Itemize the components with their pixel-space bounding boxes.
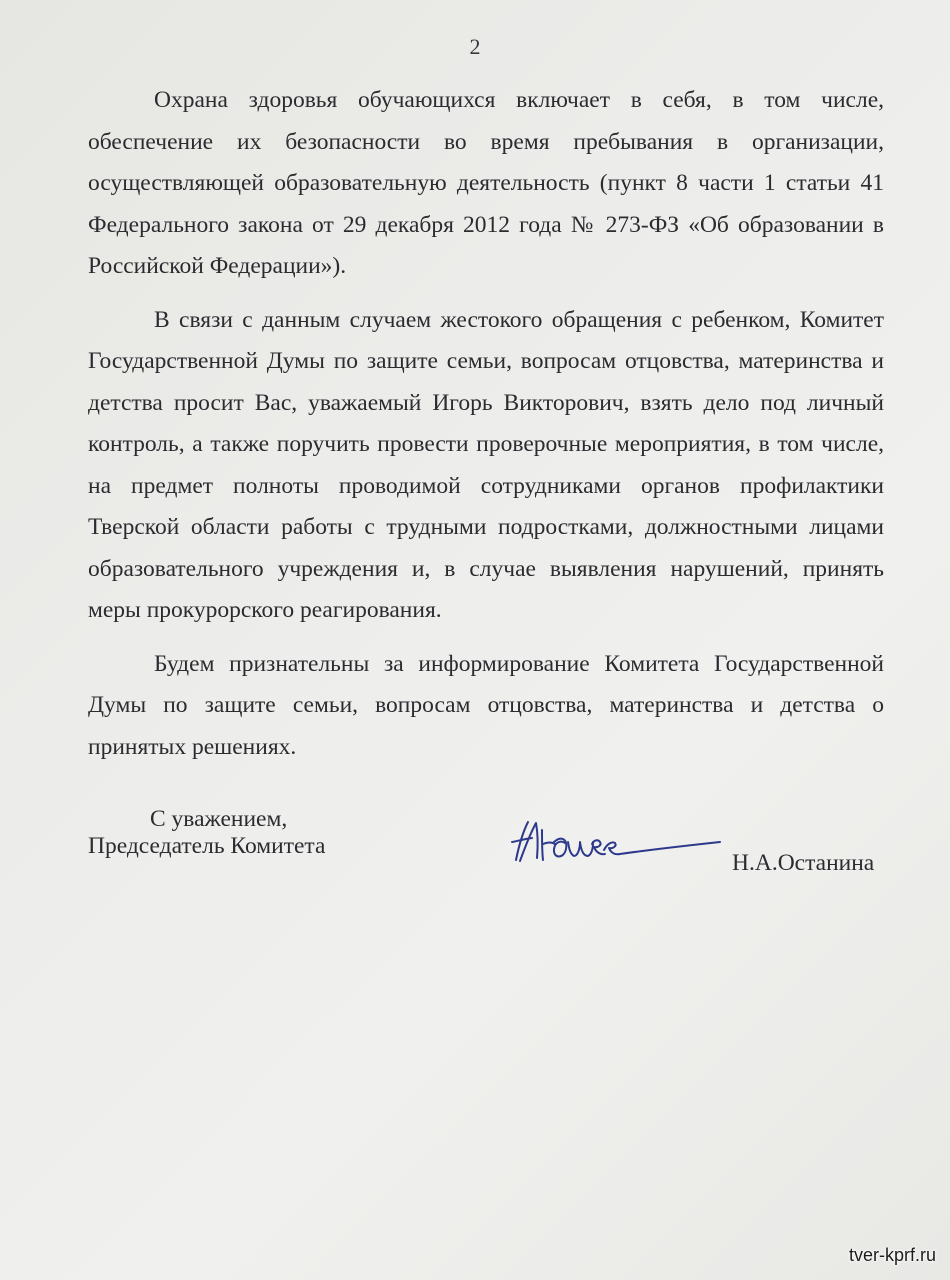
- paragraph-gratitude: Будем признательны за информирование Комитета Государственной Думы по защите семьи, вопросам отцовства, материнства и детства о принятых решениях.: [88, 650, 884, 760]
- signer-name: Н.А.Останина: [732, 850, 875, 876]
- closing-regards: С уважением,: [150, 806, 288, 832]
- letter-body: [88, 80, 884, 780]
- signer-position: Председатель Комитета: [88, 833, 326, 859]
- paragraph-health-protection: Охрана здоровья обучающихся включает в себя, в том числе, обеспечение их безопасности во время пребывания в организации, осуществляющей образовательную деятельность (пункт 8 части 1 статьи 41 Федерального закона от 29 декабря 2012 года № 273-ФЗ «Об образовании в Российской Федерации»).: [88, 87, 884, 279]
- handwritten-signature: [508, 812, 723, 874]
- source-watermark: tver-kprf.ru: [848, 1245, 936, 1265]
- closing-block: [88, 806, 408, 860]
- page-number: 2: [469, 34, 481, 59]
- paragraph-request: В связи с данным случаем жестокого обращения с ребенком, Комитет Государственной Думы по защите семьи, вопросам отцовства, материнства и детства просит Вас, уважаемый Игорь Викторович, взять дело под личный контроль, а также поручить провести проверочные мероприятия, в том числе, на предмет полноты проводимой сотрудниками органов профилактики Тверской области работы с трудными подростками, должностными лицами образовательного учреждения и, в случае выявления нарушений, принять меры прокурорского реагирования.: [88, 306, 884, 623]
